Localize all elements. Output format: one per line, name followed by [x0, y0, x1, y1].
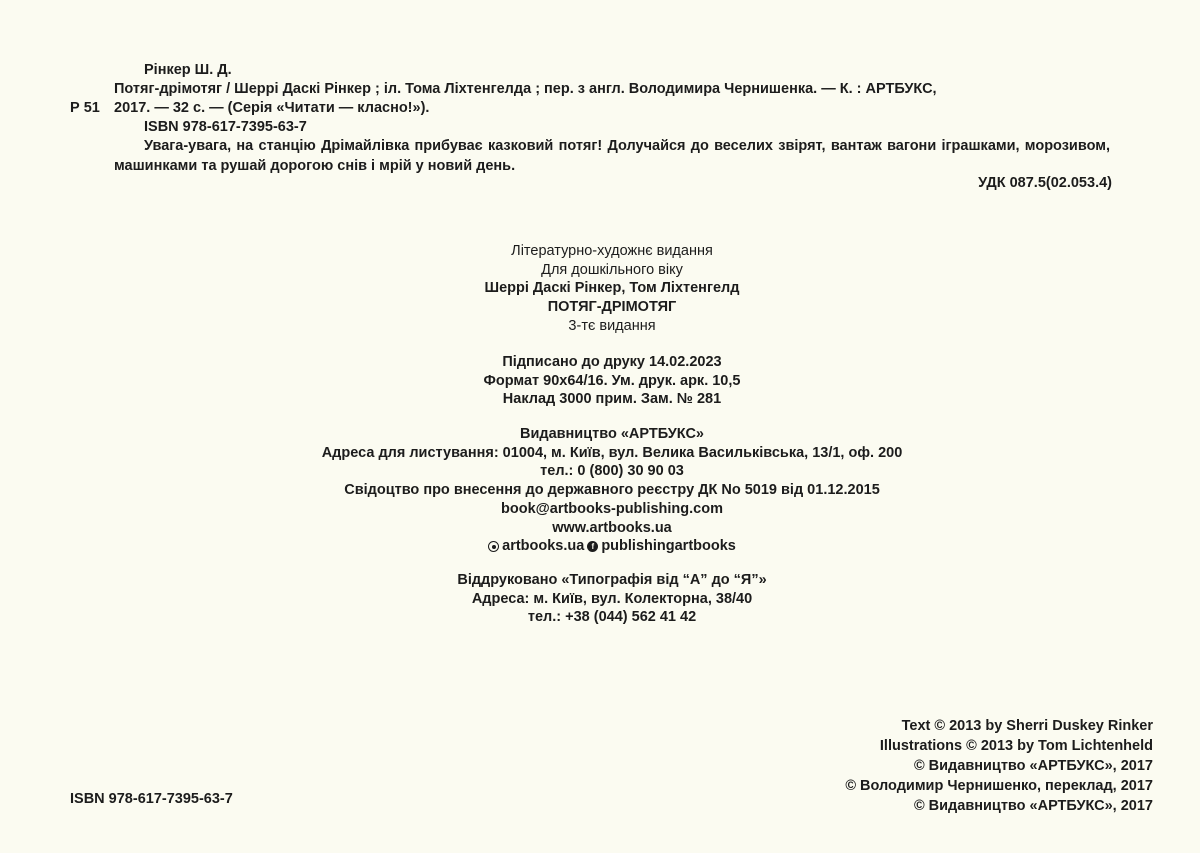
copyright-publisher: © Видавництво «АРТБУКС», 2017	[913, 758, 1153, 774]
copyright-block	[845, 716, 1153, 816]
imprint-title: ПОТЯГ-ДРІМОТЯГ	[547, 299, 677, 316]
catalog-author: Рінкер Ш. Д.	[144, 62, 232, 78]
instagram-handle: artbooks.ua	[502, 538, 585, 555]
printer-phone: тел.: +38 (044) 562 41 42	[527, 609, 697, 626]
catalog-series-line: 2017. — 32 с. — (Серія «Читати — класно!»).	[114, 100, 430, 116]
copyright-text: Text © 2013 by Sherri Duskey Rinker	[901, 718, 1153, 734]
instagram-icon	[488, 541, 499, 552]
imprint-edition: 3-тє видання	[568, 317, 656, 334]
imprint-format: Формат 90x64/16. Ум. друк. арк. 10,5	[483, 372, 741, 389]
imprint-age: Для дошкільного віку	[541, 261, 683, 278]
publisher-social	[0, 537, 1200, 558]
publisher-phone: тел.: 0 (800) 30 90 03	[540, 463, 684, 480]
publisher-certificate: Свідоцтво про внесення до державного реєстру ДК No 5019 від 01.12.2015	[344, 482, 880, 499]
printer-address: Адреса: м. Київ, вул. Колекторна, 38/40	[471, 590, 753, 607]
printer-block	[0, 571, 1200, 627]
copyright-translation: © Володимир Чернишенко, переклад, 2017	[845, 778, 1153, 794]
imprint-genre: Літературно-художнє видання	[511, 243, 713, 259]
isbn-bottom: ISBN 978-617-7395-63-7	[70, 791, 233, 807]
facebook-handle: publishingartbooks	[601, 538, 736, 555]
catalog-isbn: ISBN 978-617-7395-63-7	[144, 119, 307, 135]
publisher-name: Видавництво «АРТБУКС»	[519, 426, 704, 442]
printer-name: Віддруковано «Типографія від “А” до “Я”»	[457, 572, 767, 588]
publisher-block	[0, 425, 1200, 558]
imprint-edition-block	[0, 242, 1200, 336]
imprint-signed: Підписано до друку 14.02.2023	[502, 354, 722, 370]
publisher-email: book@artbooks-publishing.com	[501, 500, 723, 517]
catalog-code: Р 51	[70, 100, 100, 116]
catalog-udk: УДК 087.5(02.053.4)	[978, 175, 1112, 191]
copyright-illustrations: Illustrations © 2013 by Tom Lichtenheld	[879, 738, 1153, 754]
imprint-print-block	[0, 353, 1200, 409]
publisher-website: www.artbooks.ua	[552, 519, 672, 536]
catalog-annotation: Увага-увага, на станцію Дрімайлівка прибуває казковий потяг! Долучайся до веселих звірят, вантаж вагони іграшками, морозивом, машинками та рушай дорогою снів і мрій у новий день.	[114, 138, 1110, 174]
imprint-run: Наклад 3000 прим. Зам. № 281	[502, 391, 722, 408]
publisher-address: Адреса для листування: 01004, м. Київ, вул. Велика Васильківська, 13/1, оф. 200	[321, 444, 903, 461]
imprint-authors: Шеррі Даскі Рінкер, Том Ліхтенгелд	[484, 280, 740, 297]
facebook-icon: f	[587, 541, 598, 552]
catalog-bibliographic-line: Потяг-дрімотяг / Шеррі Даскі Рінкер ; іл. Тома Ліхтенгелда ; пер. з англ. Володимира Чернишенка. — К. : АРТБУКС,	[114, 81, 937, 97]
copyright-publisher-2: © Видавництво «АРТБУКС», 2017	[913, 798, 1153, 814]
